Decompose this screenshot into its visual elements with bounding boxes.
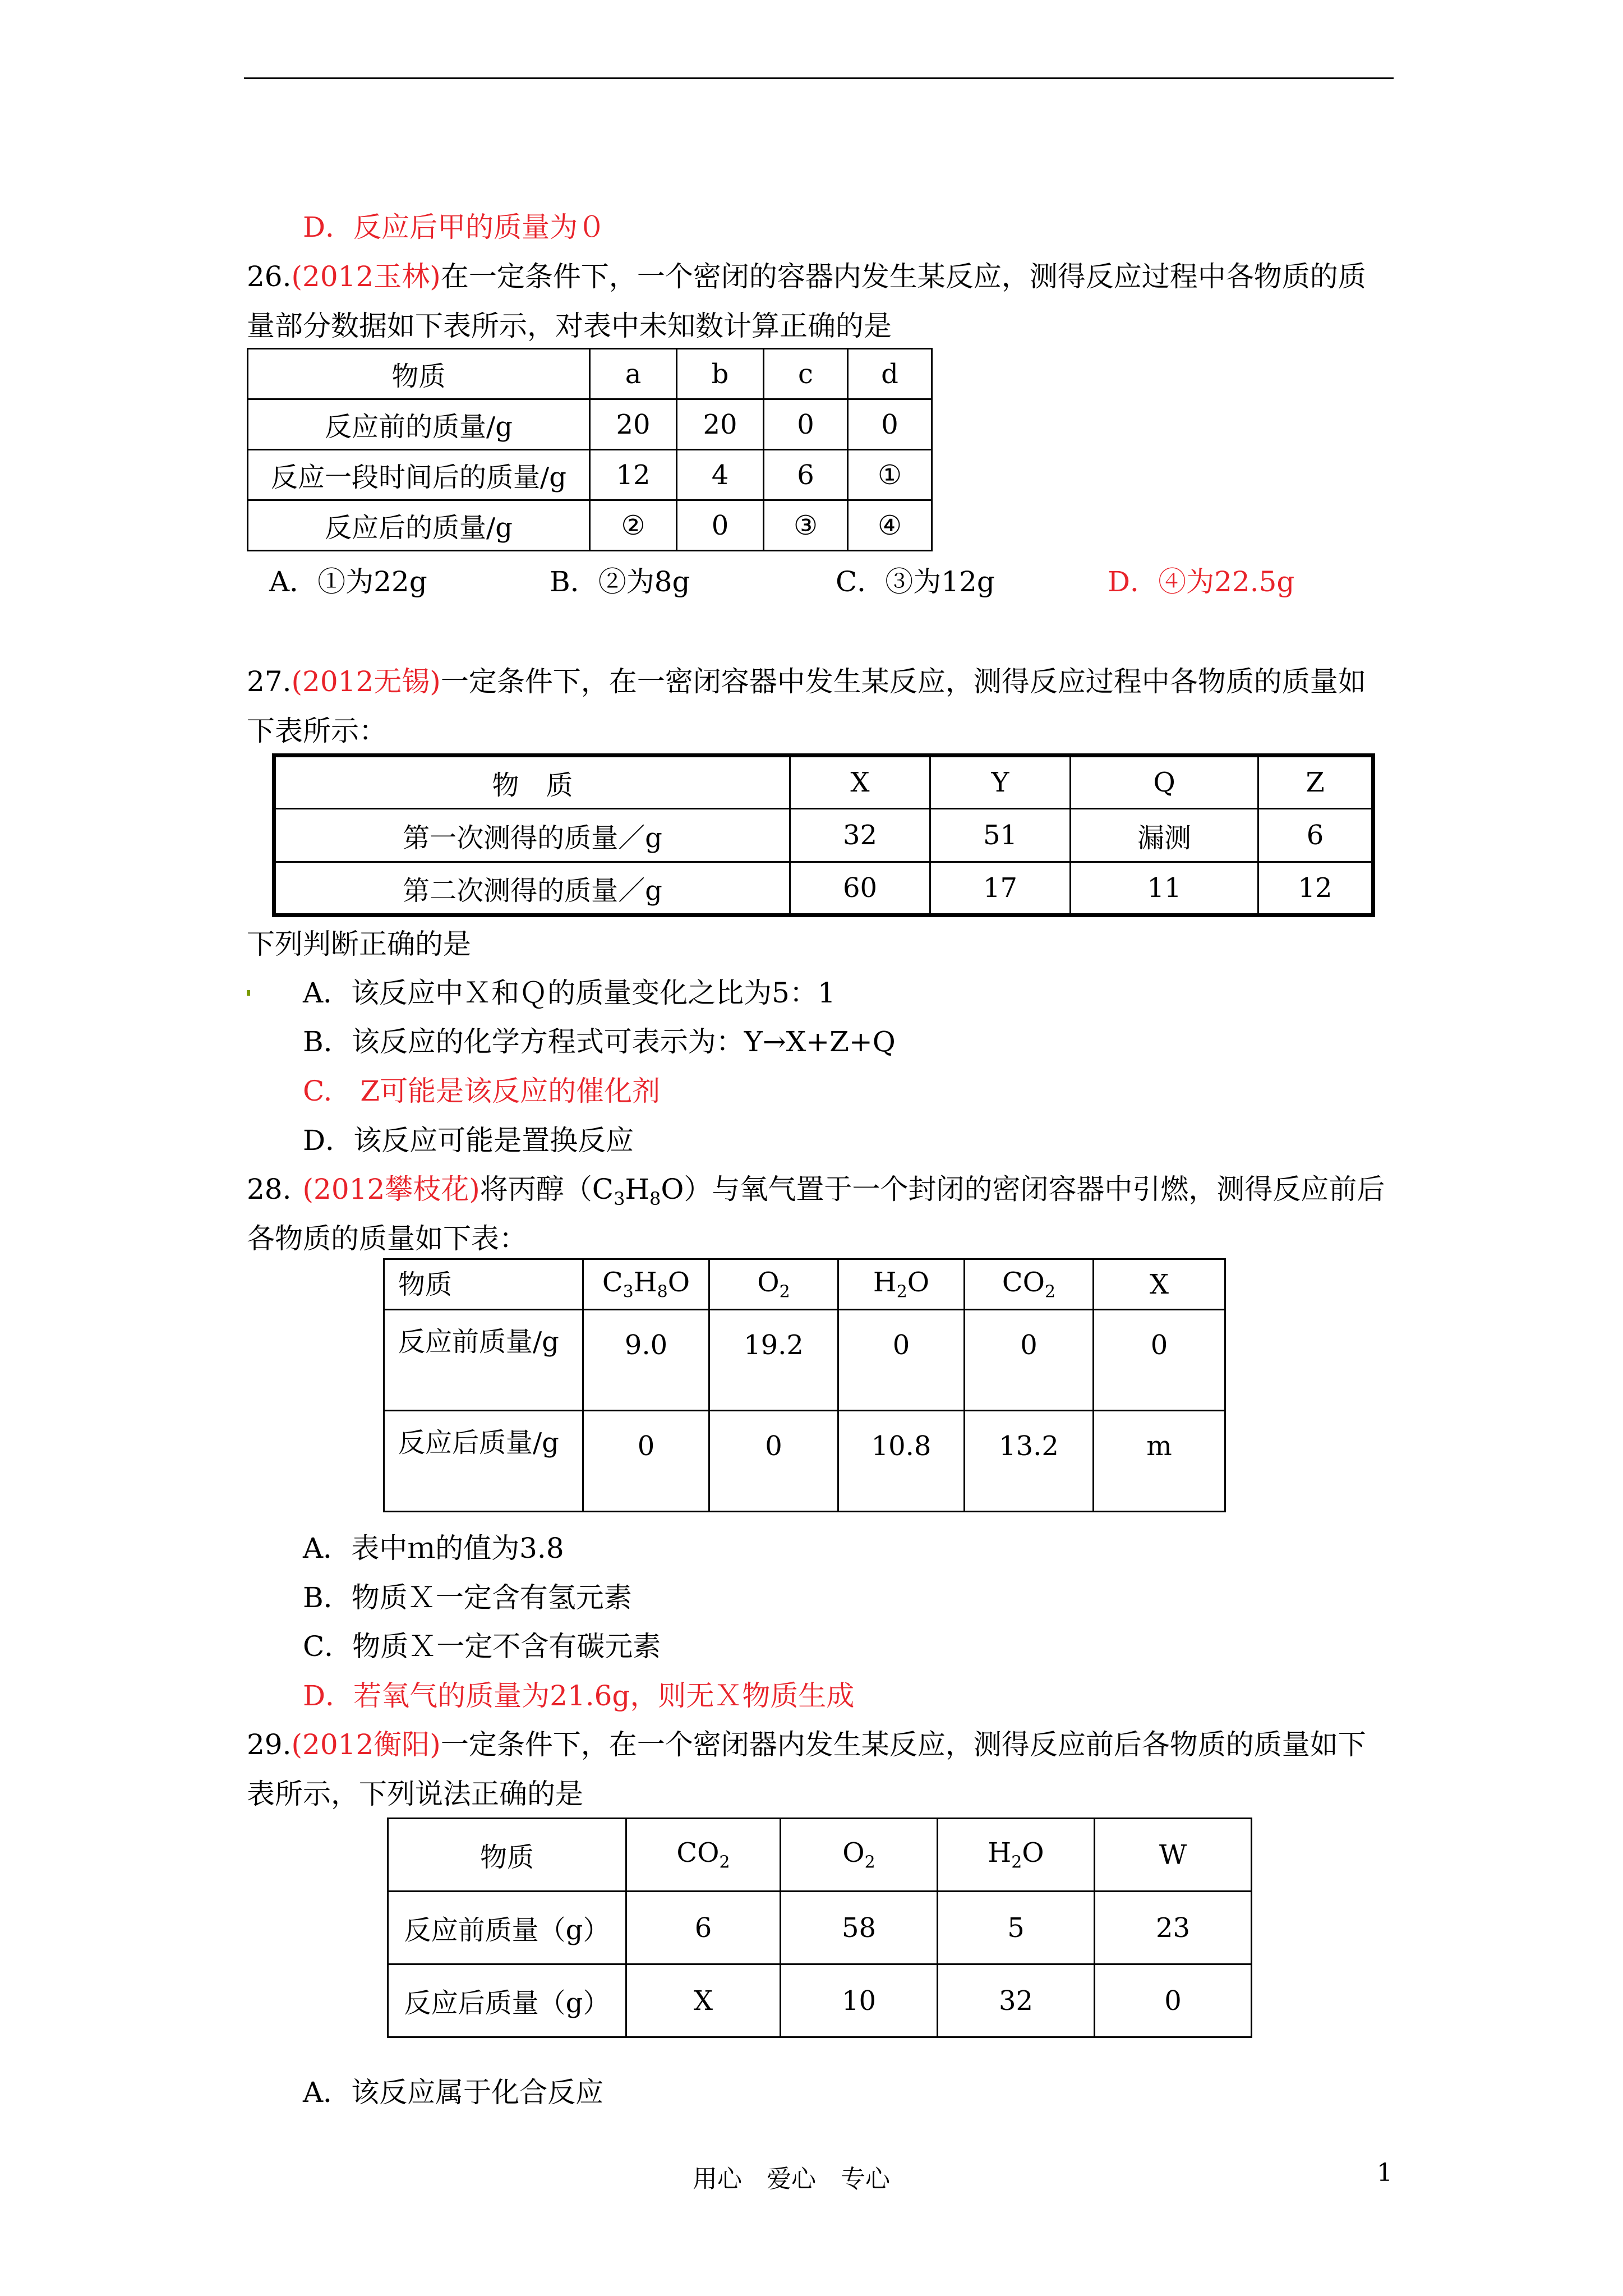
q27-option-c: C. Z可能是该反应的催化剂 (303, 1075, 661, 1107)
table-header-cell: W (1095, 1819, 1252, 1892)
table-header-cell: b (677, 349, 764, 399)
table-row: 反应前质量/g 9.0 19.2 0 0 0 (384, 1310, 1225, 1411)
q28-stem-line2: 各物质的质量如下表： (247, 1222, 527, 1255)
q28-option-c: C．物质Ｘ一定不含有碳元素 (303, 1630, 661, 1663)
q27-table (272, 753, 1375, 917)
table-row: 反应前质量（g） 6 58 5 23 (388, 1892, 1252, 1964)
table-header-cell: $O_2$ (781, 1819, 938, 1892)
q29-stem-line2: 表所示，下列说法正确的是 (247, 1778, 583, 1810)
table-header-cell: d (848, 349, 932, 399)
header-rule (244, 77, 1394, 79)
question-number: 27. (247, 665, 292, 698)
q26-option-a: A．①为22g (269, 565, 427, 598)
table-header-cell: Y (930, 756, 1071, 809)
q27-stem-line1: 27.(2012无锡)一定条件下，在一密闭容器中发生某反应，测得反应过程中各物质的质量如 (247, 665, 1366, 698)
table-row: 反应后质量（g） X 10 32 0 (388, 1964, 1252, 2037)
question-number: 26. (247, 260, 292, 293)
margin-mark (247, 990, 250, 996)
q28-option-b: B．物质Ｘ一定含有氢元素 (303, 1581, 632, 1614)
q27-option-d: D．该反应可能是置换反应 (303, 1124, 634, 1157)
q26-option-c: C．③为12g (836, 565, 995, 598)
table-header-cell: c (764, 349, 848, 399)
table-row: 第二次测得的质量／g 60 17 11 12 (274, 862, 1373, 915)
table-header-cell: 物质 (384, 1259, 583, 1310)
question-source: (2012衡阳) (291, 1728, 441, 1761)
table-header-cell: $C_3H_8O$ (583, 1259, 709, 1310)
table-row: 反应后的质量/g ② 0 ③ ④ (248, 500, 932, 551)
q27-judge-prompt: 下列判断正确的是 (247, 928, 471, 960)
q28-table (383, 1258, 1226, 1512)
table-header-cell: $H_2O$ (838, 1259, 965, 1310)
q26-option-b: B．②为8g (550, 565, 690, 598)
q29-option-a: A．该反应属于化合反应 (303, 2076, 604, 2109)
q29-stem-line1: 29.(2012衡阳)一定条件下，在一个密闭器内发生某反应，测得反应前后各物质的质量如下 (247, 1728, 1366, 1761)
table-header-cell: $O_2$ (709, 1259, 838, 1310)
q26-stem-line2: 量部分数据如下表所示，对表中未知数计算正确的是 (247, 310, 892, 342)
q27-stem-line2: 下表所示： (247, 715, 387, 747)
table-header-cell: $CO_2$ (965, 1259, 1094, 1310)
question-source: (2012攀枝花) (302, 1173, 480, 1205)
table-header-cell: $CO_2$ (626, 1819, 781, 1892)
q27-option-a: A．该反应中Ｘ和Ｑ的质量变化之比为5：1 (303, 977, 836, 1009)
q26-option-d: D．④为22.5g (1108, 565, 1295, 598)
q28-stem-line1: 28. (2012攀枝花)将丙醇$(C_3H_8O)$与氧气置于一个封闭的密闭容器中引燃，测得反应前后 (247, 1173, 1385, 1209)
q28-option-d: D．若氧气的质量为21.6g，则无Ｘ物质生成 (303, 1680, 855, 1712)
table-header-cell: 物质 (248, 349, 590, 399)
footer-motto: 用心 爱心 专心 (693, 2165, 890, 2193)
table-header-cell: Z (1258, 756, 1373, 809)
question-source: (2012无锡) (291, 665, 441, 698)
table-header-cell: 物质 (388, 1819, 626, 1892)
q26-stem-line1: 26.(2012玉林)在一定条件下，一个密闭的容器内发生某反应，测得反应过程中各物质的质 (247, 260, 1366, 293)
question-number: 29. (247, 1728, 292, 1761)
table-header-cell: $H_2O$ (938, 1819, 1095, 1892)
q29-table (387, 1818, 1252, 2038)
q26-table (247, 348, 933, 551)
q25-option-d: D．反应后甲的质量为０ (303, 211, 606, 243)
table-header-cell: a (590, 349, 677, 399)
q27-option-b: B．该反应的化学方程式可表示为：Y→X+Z+Q (303, 1025, 896, 1058)
table-header-cell: X (1094, 1259, 1225, 1310)
table-row: 反应前的质量/g 20 20 0 0 (248, 399, 932, 450)
question-source: (2012玉林) (291, 260, 441, 293)
table-row: 反应后质量/g 0 0 10.8 13.2 m (384, 1411, 1225, 1512)
table-header-cell: 物 质 (274, 756, 790, 809)
page-number: 1 (1377, 2159, 1393, 2187)
table-header-cell: X (790, 756, 930, 809)
table-row: 第一次测得的质量／g 32 51 漏测 6 (274, 809, 1373, 862)
table-row: 反应一段时间后的质量/g 12 4 6 ① (248, 450, 932, 500)
question-number: 28. (247, 1173, 292, 1205)
q28-option-a: A．表中ｍ的值为3.8 (303, 1532, 564, 1565)
table-header-cell: Q (1071, 756, 1258, 809)
